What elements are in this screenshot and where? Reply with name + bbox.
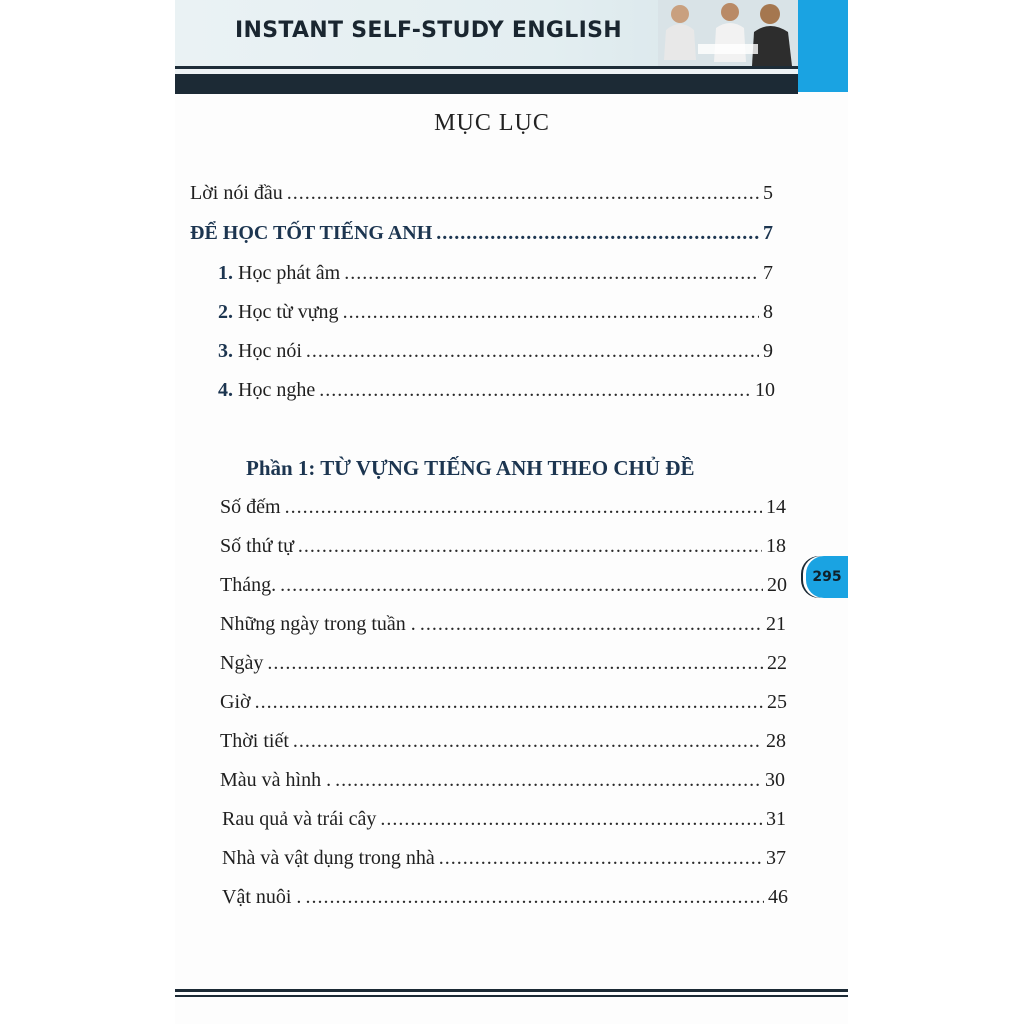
toc-entry: Giờ ..... 25 — [220, 691, 787, 714]
toc-entry: Lời nói đầu ..... 5 — [190, 182, 773, 205]
page-number-badge: 295 — [806, 556, 848, 598]
dot-leader — [293, 730, 762, 753]
dot-leader — [305, 886, 764, 909]
dot-leader — [319, 379, 751, 402]
toc-entry: Vật nuôi . ..... 46 — [222, 886, 788, 909]
header-rule-thick — [175, 74, 798, 94]
section-heading: Phần 1: TỪ VỰNG TIẾNG ANH THEO CHỦ ĐỀ — [246, 456, 695, 480]
toc-entry: Tháng. ..... 20 — [220, 574, 787, 597]
book-title: INSTANT SELF-STUDY ENGLISH — [235, 18, 622, 43]
dot-leader — [344, 262, 759, 285]
dot-leader — [267, 652, 763, 675]
toc-entry: 4. Học nghe ..... 10 — [218, 379, 775, 402]
dot-leader — [436, 222, 759, 245]
toc-entry: Ngày ..... 22 — [220, 652, 787, 675]
footer-rule-thin — [175, 995, 848, 997]
toc-entry: Những ngày trong tuần . ..... 21 — [220, 613, 786, 636]
toc-entry: Thời tiết ..... 28 — [220, 730, 786, 753]
toc-entry: Rau quả và trái cây ..... 31 — [222, 808, 786, 831]
toc-entry: Số đếm ..... 14 — [220, 496, 786, 519]
dot-leader — [285, 496, 762, 519]
dot-leader — [287, 182, 759, 205]
dot-leader — [380, 808, 762, 831]
footer-rule-thick — [175, 989, 848, 992]
dot-leader — [306, 340, 759, 363]
toc-entry: Nhà và vật dụng trong nhà ..... 37 — [222, 847, 786, 870]
toc-entry: 3. Học nói ..... 9 — [218, 340, 773, 363]
dot-leader — [255, 691, 763, 714]
toc-entry: Màu và hình . ..... 30 — [220, 769, 785, 792]
header-photo-people-icon — [658, 0, 798, 68]
blue-edge-tab — [798, 0, 848, 92]
dot-leader — [335, 769, 761, 792]
toc-title: MỤC LỤC — [434, 110, 550, 136]
dot-leader — [420, 613, 762, 636]
toc-entry: Số thứ tự ..... 18 — [220, 535, 786, 558]
dot-leader — [280, 574, 763, 597]
toc-entry: 1. Học phát âm ..... 7 — [218, 262, 773, 285]
dot-leader — [298, 535, 762, 558]
dot-leader — [439, 847, 762, 870]
dot-leader — [343, 301, 759, 324]
toc-entry: 2. Học từ vựng ..... 8 — [218, 301, 773, 324]
toc-entry-heading: ĐỂ HỌC TỐT TIẾNG ANH ..... 7 — [190, 222, 773, 245]
